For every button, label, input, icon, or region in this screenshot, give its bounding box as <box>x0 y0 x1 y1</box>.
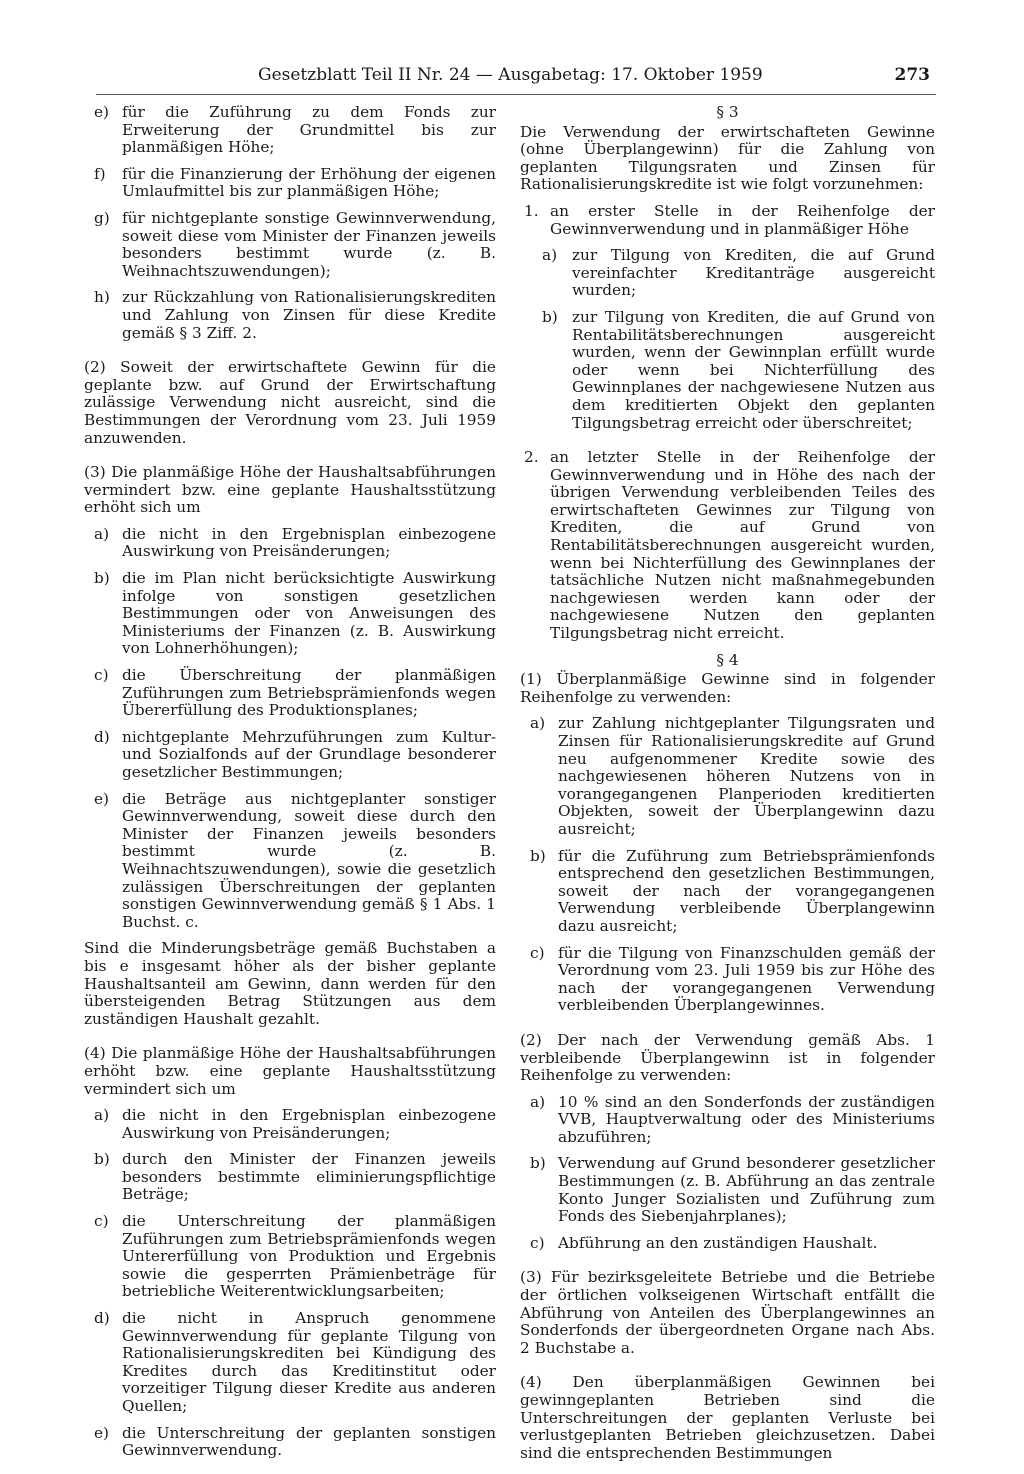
item-label: a) <box>94 1106 110 1125</box>
item-text: die nicht in den Ergebnisplan einbezogene Auswirkung von Preisänderungen; <box>122 1106 496 1142</box>
page-number: 273 <box>894 65 930 85</box>
item-label: c) <box>94 666 109 685</box>
item-label: b) <box>542 307 558 326</box>
item-text: die nicht in den Ergebnisplan einbezogene Auswirkung von Preisänderungen; <box>122 524 496 561</box>
paragraph-3-end: Sind die Minderungsbeträge gemäß Buchstaben a bis e insgesamt höher als der bisher geplante Haushaltsanteil am Gewinn, dann werden für den übersteigenden Betrag Stützungen aus dem zuständigen Haushalt gezahlt. <box>84 939 496 1028</box>
item-label: a) <box>530 714 546 733</box>
item-text: die im Plan nicht berücksichtigte Auswirkung infolge von sonstigen gesetzlichen Bestimmungen oder von Anweisungen des Ministeriums der Finanzen (z. B. Auswirkung von Lohnerhöhungen); <box>122 569 496 658</box>
item-text: zur Tilgung von Krediten, die auf Grund vereinfachter Kreditanträge ausgereicht wurden; <box>572 246 935 300</box>
item-text: für nichtgeplante sonstige Gewinnverwendung, soweit diese vom Minister der Finanzen jeweils besonders bestimmt wurde (z. B. Weihnachtszuwendungen); <box>122 208 496 280</box>
paragraph-4: (4) Die planmäßige Höhe der Haushaltsabführungen erhöht bzw. eine geplante Haushaltsstützung vermindert sich um <box>84 1044 496 1098</box>
list-item <box>520 848 935 936</box>
list-item <box>84 1425 496 1460</box>
paragraph-2: (2) Soweit der erwirtschaftete Gewinn für die geplante bzw. auf Grund der Erwirtschaftung zulässige Verwendung nicht ausreicht, sind die Bestimmungen der Verordnung vom 23. Juli 1959 anzuwenden. <box>84 358 496 447</box>
list-item <box>84 1151 496 1204</box>
item-text: 10 % sind an den Sonderfonds der zuständigen VVB, Hauptverwaltung oder des Ministeriums abzuführen; <box>558 1092 935 1146</box>
list-item <box>84 289 496 342</box>
item-text: die Beträge aus nichtgeplanter sonstiger Gewinnverwendung, soweit diese durch den Minister der Finanzen jeweils besonders bestimmt wurde (z. B. Weihnachtszuwendungen), sowie die gesetzlich zulässigen Überschreitungen der geplanten sonstigen Gewinnverwendung gemäß § 1 Abs. 1 Buchst. c. <box>122 789 496 931</box>
item-label: b) <box>94 1150 110 1169</box>
list-item <box>84 1213 496 1301</box>
list-item <box>84 729 496 782</box>
item-text: nichtgeplante Mehrzuführungen zum Kultur- und Sozialfonds auf der Grundlage besonderer gesetzlicher Bestimmungen; <box>122 727 496 781</box>
list-item <box>520 247 935 300</box>
item-label: c) <box>530 943 545 962</box>
list-item <box>84 667 496 720</box>
list-item <box>520 1094 935 1147</box>
item-label: a) <box>542 246 558 265</box>
item-label: a) <box>530 1092 546 1111</box>
item-label: c) <box>94 1212 109 1231</box>
section-4-paragraph-2: (2) Der nach der Verwendung gemäß Abs. 1 verbleibende Überplangewinn ist in folgender Reihenfolge zu verwenden: <box>520 1030 935 1085</box>
list-item <box>84 526 496 561</box>
item-text: die Unterschreitung der planmäßigen Zuführungen zum Betriebsprämienfonds wegen Untererfüllung von Produktion und Ergebnis sowie die gesperrten Prämienbeträge für betriebliche Weiterentwicklungsarbeiten; <box>122 1212 496 1301</box>
item-label: b) <box>530 846 546 865</box>
item-label: 1. <box>524 201 539 220</box>
section-4-paragraph-4: (4) Den überplanmäßigen Gewinnen bei gewinngeplanten Betrieben sind die Unterschreitungen der geplanten Verluste bei verlustgeplanten Betrieben gleichzusetzen. Dabei sind die entsprechenden Bestimmungen <box>520 1373 935 1462</box>
list-item <box>84 570 496 658</box>
list-item <box>84 210 496 280</box>
left-column <box>84 104 496 1469</box>
list-item <box>84 166 496 201</box>
item-label: d) <box>94 1309 110 1328</box>
item-text: an letzter Stelle in der Reihenfolge der Gewinnverwendung und in Höhe des nach der übrigen Verwendung verbleibenden Teiles des erwirtschafteten Gewinnes zur Tilgung von Krediten, die auf Grund von Rentabilitätsberechnungen ausgereicht wurden, wenn bei Nichterfüllung des Gewinnplanes der tatsächliche Nutzen nicht maßnahmegebunden nachgewiesen werden kann oder der nachgewiesene Nutzen den geplanten Tilgungsbetrag nicht erreicht. <box>550 448 935 643</box>
section-4-heading: § 4 <box>716 650 739 669</box>
item-label: e) <box>94 789 110 808</box>
list-item <box>520 1235 935 1253</box>
numbered-item <box>520 203 935 238</box>
item-text: die Unterschreitung der geplanten sonstigen Gewinnverwendung. <box>122 1423 496 1460</box>
list-item <box>520 715 935 838</box>
item-label: e) <box>94 1423 110 1442</box>
section-4-paragraph-1: (1) Überplanmäßige Gewinne sind in folgender Reihenfolge zu verwenden: <box>520 670 935 706</box>
item-text: Verwendung auf Grund besonderer gesetzlicher Bestimmungen (z. B. Abführung an das zentrale Konto Junger Sozialisten und Zuführung zum Fonds des Siebenjahrplanes); <box>558 1154 935 1226</box>
item-label: d) <box>94 727 110 746</box>
item-label: h) <box>94 288 110 307</box>
item-label: f) <box>94 164 106 183</box>
item-text: zur Rückzahlung von Rationalisierungskrediten und Zahlung von Zinsen für diese Kredite gemäß § 3 Ziff. 2. <box>122 288 496 342</box>
item-text: Abführung an den zuständigen Haushalt. <box>558 1233 878 1252</box>
list-item <box>520 1155 935 1225</box>
item-text: für die Zuführung zum Betriebsprämienfonds entsprechend den gesetzlichen Bestimmungen, soweit der nach der vorangegangenen Verwendung verbleibende Überplangewinn dazu ausreicht; <box>558 846 935 935</box>
item-text: für die Zuführung zu dem Fonds zur Erweiterung der Grundmittel bis zur planmäßigen Höhe; <box>122 103 496 157</box>
section-3-intro: Die Verwendung der erwirtschafteten Gewinne (ohne Überplangewinn) für die Zahlung von geplanten Tilgungsraten und Zinsen für Rationalisierungskredite ist wie folgt vorzunehmen: <box>520 122 935 194</box>
list-item <box>84 1107 496 1142</box>
item-label: g) <box>94 208 110 227</box>
list-item <box>520 945 935 1015</box>
item-label: a) <box>94 524 110 543</box>
item-text: durch den Minister der Finanzen jeweils besonders bestimmte eliminierungspflichtige Beträge; <box>122 1150 496 1204</box>
list-item <box>84 104 496 157</box>
section-4-paragraph-3: (3) Für bezirksgeleitete Betriebe und die Betriebe der örtlichen volkseigenen Wirtschaft entfällt die Abführung von Anteilen des Überplangewinnes an Sonderfonds der übergeordneten Organe nach Abs. 2 Buchstabe a. <box>520 1268 935 1357</box>
item-label: b) <box>94 569 110 588</box>
item-text: die Überschreitung der planmäßigen Zuführungen zum Betriebsprämienfonds wegen Übererfüllung des Produktionsplanes; <box>122 666 496 720</box>
section-3-heading: § 3 <box>716 103 739 121</box>
right-column <box>520 104 935 1471</box>
list-item <box>84 791 496 932</box>
item-label: 2. <box>524 448 539 467</box>
item-text: zur Zahlung nichtgeplanter Tilgungsraten und Zinsen für Rationalisierungskredite auf Grund neu aufgenommener Kredite sowie des nachgewiesenen höheren Nutzens von in vorangegangenen Planperioden kreditierten Objekten, soweit der Überplangewinn dazu ausreicht; <box>558 714 935 838</box>
item-text: für die Tilgung von Finanzschulden gemäß der Verordnung vom 23. Juli 1959 bis zur Höhe des nach der vorangegangenen Verwendung verbleibenden Überplangewinnes. <box>558 943 935 1015</box>
item-text: die nicht in Anspruch genommene Gewinnverwendung für geplante Tilgung von Rationalisierungskrediten bei Kündigung des Kredites durch das Kreditinstitut oder vorzeitiger Tilgung dieser Kredite aus anderen Quellen; <box>122 1309 496 1415</box>
item-text: zur Tilgung von Krediten, die auf Grund von Rentabilitätsberechnungen ausgereicht wurden, wenn der Gewinnplan erfüllt wurde oder wenn bei Nichterfüllung des Gewinnplanes der nachgewiesene Nutzen aus dem kreditierten Objekt den geplanten Tilgungsbetrag erreicht oder überschreitet; <box>572 307 935 432</box>
paragraph-3: (3) Die planmäßige Höhe der Haushaltsabführungen vermindert bzw. eine geplante Haushaltsstützung erhöht sich um <box>84 463 496 517</box>
list-item <box>84 1310 496 1416</box>
item-text: für die Finanzierung der Erhöhung der eigenen Umlaufmittel bis zur planmäßigen Höhe; <box>122 164 496 201</box>
item-text: an erster Stelle in der Reihenfolge der Gewinnverwendung und in planmäßiger Höhe <box>550 201 935 238</box>
header-title: Gesetzblatt Teil II Nr. 24 — Ausgabetag: 17. Oktober 1959 <box>258 65 763 85</box>
item-label: c) <box>530 1233 545 1252</box>
list-item <box>520 309 935 432</box>
item-label: e) <box>94 103 110 121</box>
header-rule <box>96 94 936 95</box>
item-label: b) <box>530 1154 546 1173</box>
numbered-item <box>520 449 935 643</box>
